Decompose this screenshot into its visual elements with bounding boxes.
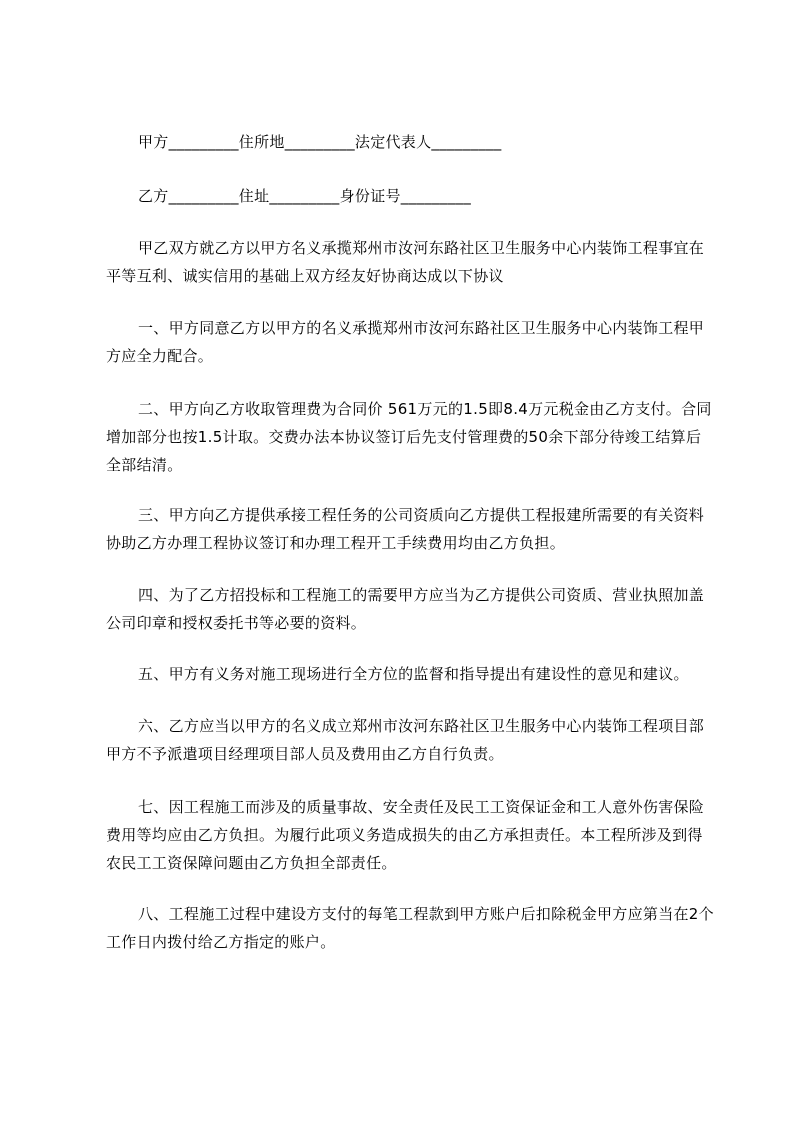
clause-1: 一、甲方同意乙方以甲方的名义承揽郑州市汝河东路社区卫生服务中心内装饰工程甲方应全力配合。 bbox=[106, 319, 705, 365]
intro-paragraph: 甲乙双方就乙方以甲方名义承揽郑州市汝河东路社区卫生服务中心内装饰工程事宜在平等互利、诚实信用的基础上双方经友好协商达成以下协议 bbox=[106, 239, 705, 285]
clause-5: 五、甲方有义务对施工现场进行全方位的监督和指导提出有建设性的意见和建议。 bbox=[138, 665, 689, 683]
clause-4: 四、为了乙方招投标和工程施工的需要甲方应当为乙方提供公司资质、营业执照加盖公司印章和授权委托书等必要的资料。 bbox=[106, 586, 705, 632]
clause-2: 二、甲方向乙方收取管理费为合同价 561万元的1.5即8.4万元税金由乙方支付。合同增加部分也按1.5计取。交费办法本协议签订后先支付管理费的50余下部分待竣工结算后全部结清。 bbox=[106, 400, 712, 474]
clause-7: 七、因工程施工而涉及的质量事故、安全责任及民工工资保证金和工人意外伤害保险费用等均应由乙方负担。为履行此项义务造成损失的由乙方承担责任。本工程所涉及到得农民工工资保障问题由乙方负担全部责任。 bbox=[106, 798, 705, 872]
party-a-line: 甲方_________住所地_________法定代表人_________ bbox=[138, 133, 502, 151]
clause-3: 三、甲方向乙方提供承接工程任务的公司资质向乙方提供工程报建所需要的有关资料协助乙方办理工程协议签订和办理工程开工手续费用均由乙方负担。 bbox=[106, 506, 705, 552]
party-b-line: 乙方_________住址_________身份证号_________ bbox=[138, 187, 472, 205]
clause-6: 六、乙方应当以甲方的名义成立郑州市汝河东路社区卫生服务中心内装饰工程项目部甲方不予派遣项目经理项目部人员及费用由乙方自行负责。 bbox=[106, 717, 705, 763]
clause-8: 八、工程施工过程中建设方支付的每笔工程款到甲方账户后扣除税金甲方应第当在2个工作日内拨付给乙方指定的账户。 bbox=[106, 905, 714, 951]
